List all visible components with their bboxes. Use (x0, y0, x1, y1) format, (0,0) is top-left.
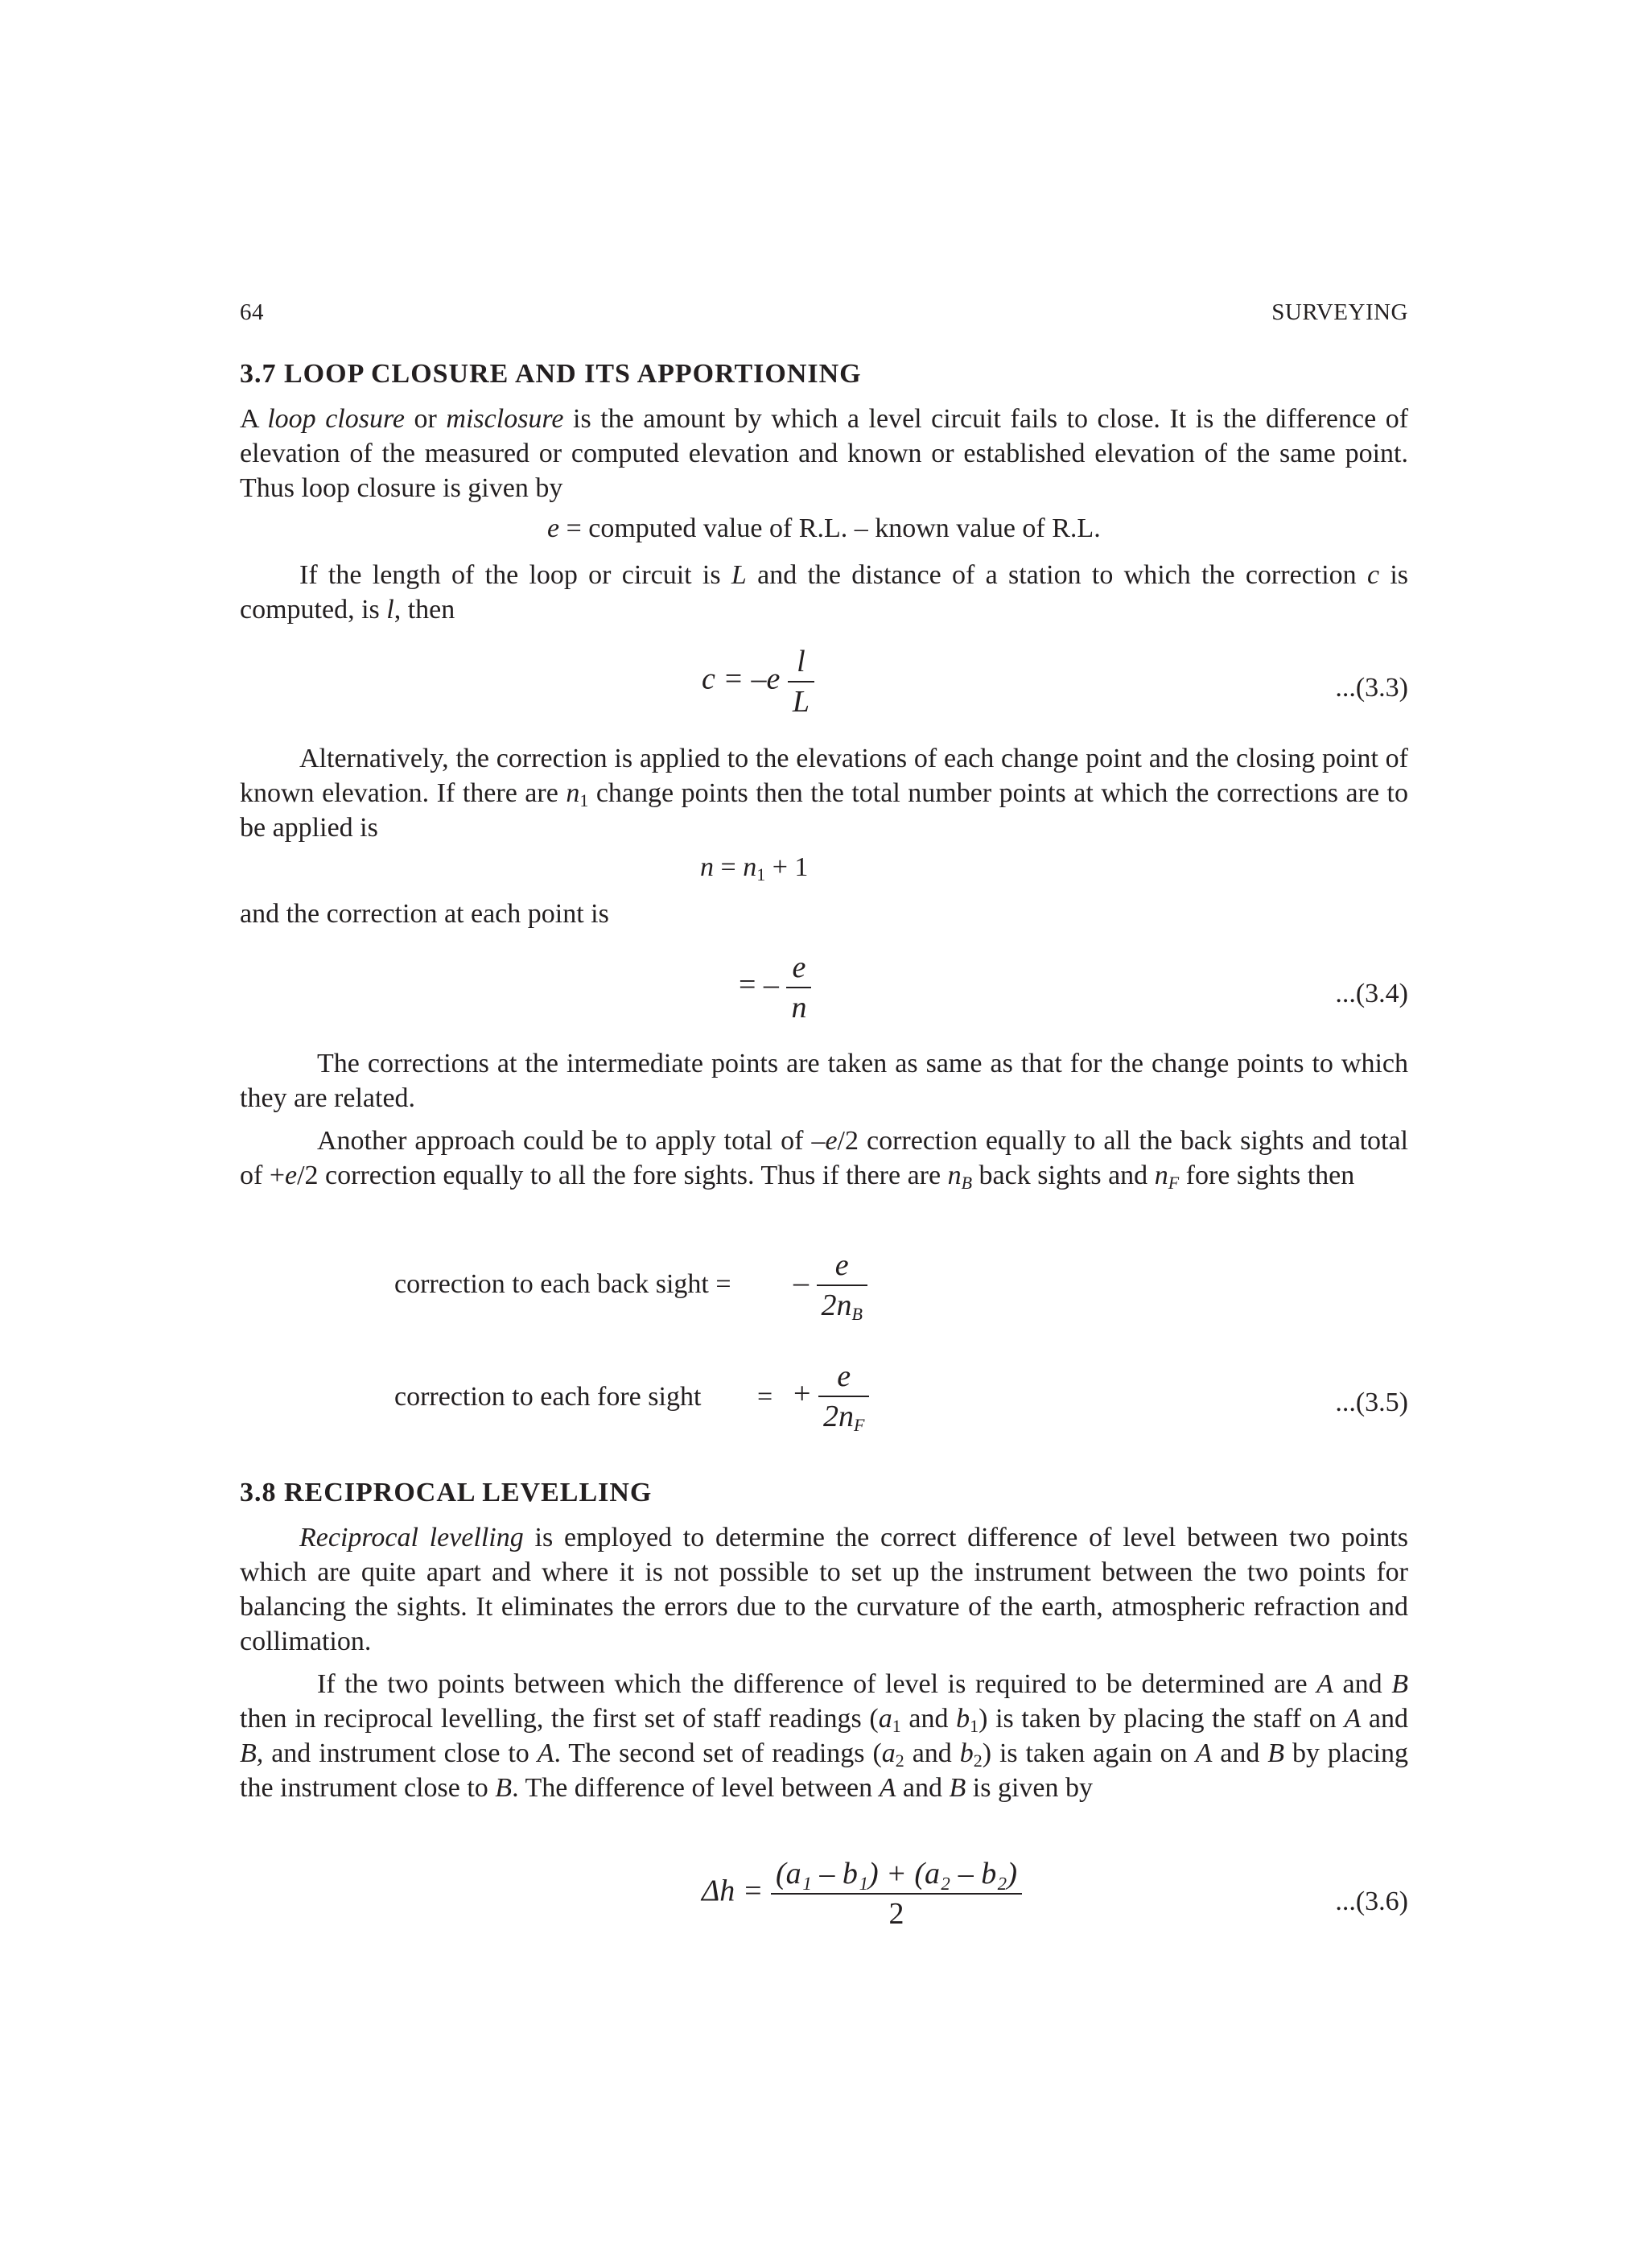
equation-3-3: c = –e $\frac{l}{L}$ (702, 644, 814, 720)
label-fore-sight-correction: correction to each fore sight (394, 1382, 702, 1412)
paragraph-loop-closure: A loop closure or misclosure is the amount by which a level circuit fails to close. It is the difference of elevation of the measured or computed elevation and known or established elevation of the same point. Thus loop closure is given by (240, 404, 1409, 503)
equation-back-sight: – $\frac{e}{2n_B}$ (793, 1247, 867, 1323)
paragraph-change-points: Alternatively, the correction is applied to the elevations of each change point and the closing point of known elevation. If there are $n_1$ change points then the total number points at which the corrections are to be applied is (240, 744, 1409, 843)
paragraph-reciprocal-levelling: Reciprocal levelling is employed to determine the correct difference of level between two points which are quite apart and where it is not possible to set up the instrument between the two points for balancing the sights. It eliminates the errors due to the curvature of the earth, atmospheric refraction and collimation. (240, 1523, 1408, 1656)
fraction-delta-h: $\frac{\text{(a₁ – b₁) + (a₂ – b₂)}}{2}$ (771, 1856, 1022, 1932)
paragraph-back-fore-sights: Another approach could be to apply total of –e/2 correction equally to all the back sights and total of +e/2 correction equally to all the fore sights. Thus if there are $n_B$ back sights and $n_F$ fore sights then (240, 1126, 1408, 1193)
section-heading-3-7: 3.7 LOOP CLOSURE AND ITS APPORTIONING (240, 359, 862, 389)
equation-loop-closure: e = computed value of R.L. – known value of R.L. (547, 513, 1101, 543)
paragraph-reciprocal-procedure: If the two points between which the difference of level is required to be determined are A and B then in reciprocal levelling, the first set of staff readings ($a_1$ and $b_1$) is taken by placing the staff on A and B, and instrument close to A. The second set of readings ($a_2$ and $b_2$) is taken again on A and B by placing the instrument close to B. The difference of level between A and B is given by (240, 1669, 1408, 1803)
equation-number-3-4: ...(3.4) (1335, 979, 1408, 1008)
fraction-l-over-L: $\frac{l}{L}$ (788, 644, 814, 720)
fraction-e-over-2nF: $\frac{e}{2n_F}$ (818, 1359, 869, 1434)
equation-number-3-3: ...(3.3) (1335, 673, 1408, 703)
equation-fore-sight: + $\frac{e}{2n_F}$ (793, 1359, 869, 1434)
label-back-sight-correction: correction to each back sight = (394, 1269, 731, 1299)
paragraph-loop-length: If the length of the loop or circuit is L and the distance of a station to which the correction c is computed, is l, then (240, 560, 1408, 625)
equation-number-3-6: ...(3.6) (1335, 1887, 1408, 1916)
page-number: 64 (240, 299, 264, 325)
equation-3-6: Δh = $\frac{\text{(a₁ – b₁) + (a₂ – b₂)}}{2}$ (702, 1856, 1022, 1932)
equation-3-4: = – $\frac{e}{n}$ (739, 950, 811, 1025)
running-title: SURVEYING (1271, 299, 1408, 325)
section-heading-3-8: 3.8 RECIPROCAL LEVELLING (240, 1478, 653, 1507)
paragraph-correction-each-point: and the correction at each point is (240, 899, 609, 929)
fraction-e-over-2nB: $\frac{e}{2n_B}$ (817, 1247, 867, 1323)
equation-number-3-5: ...(3.5) (1335, 1388, 1408, 1417)
paragraph-intermediate-points: The corrections at the intermediate points are taken as same as that for the change points to which they are related. (240, 1049, 1408, 1113)
equals-fore-sight: = (757, 1382, 773, 1412)
fraction-e-over-n: $\frac{e}{n}$ (786, 950, 811, 1025)
equation-total-points: $n = n_1 + 1$ (700, 852, 809, 885)
